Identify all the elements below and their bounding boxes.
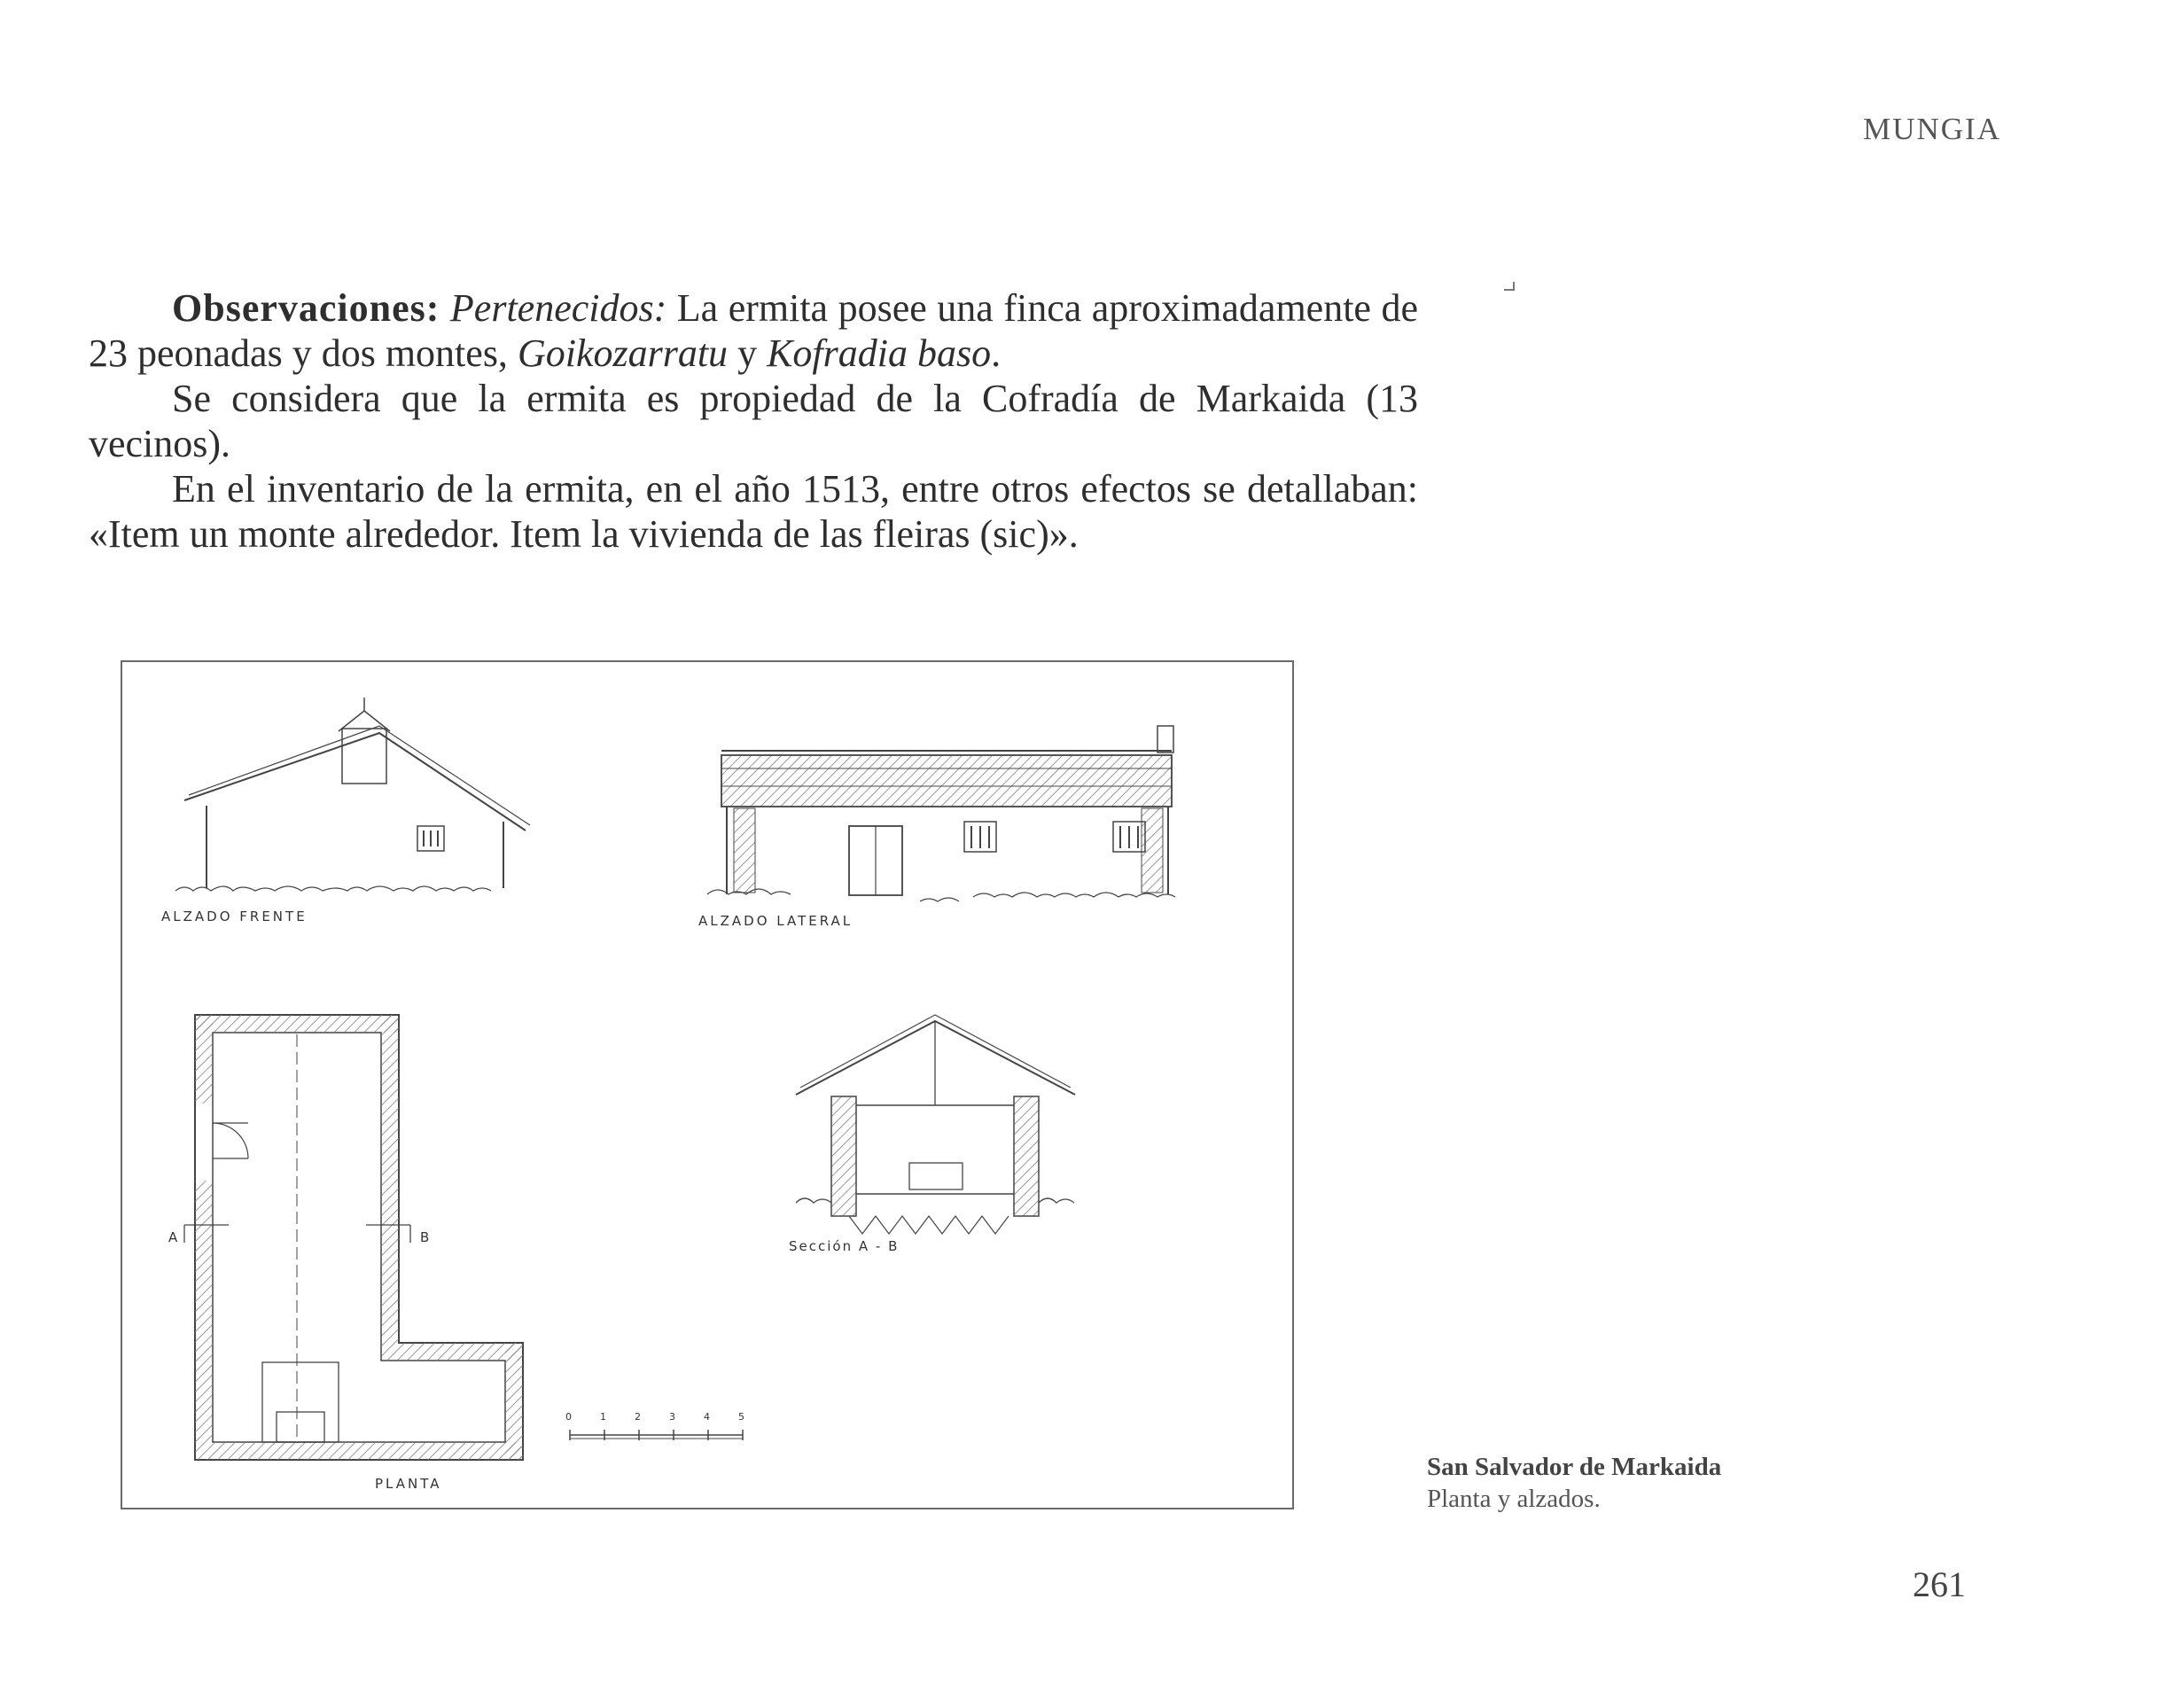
scale-tick-4: 4: [704, 1411, 710, 1423]
front-elevation: [175, 698, 530, 891]
paragraph-text: y: [728, 331, 768, 375]
label-side-elevation: ALZADO LATERAL: [698, 913, 853, 929]
paragraph-text: La ermita posee una finca aproximadamente de 23 peonadas y dos montes,: [89, 286, 1418, 375]
section-mark-b: B: [420, 1229, 433, 1245]
scale-tick-0: 0: [565, 1411, 572, 1423]
floor-plan: [184, 1015, 523, 1460]
label-section: Sección A - B: [789, 1238, 900, 1254]
page-number: 261: [1913, 1564, 1966, 1604]
section-drawing: [796, 1015, 1075, 1234]
scale-tick-5: 5: [738, 1411, 744, 1423]
side-elevation: [707, 726, 1175, 901]
scale-bar: [570, 1430, 743, 1440]
caption-subtitle: Planta y alzados.: [1427, 1485, 1601, 1513]
label-plan: PLANTA: [375, 1476, 442, 1492]
label-front-elevation: ALZADO FRENTE: [161, 909, 308, 924]
paragraph-cofradia: Se considera que la ermita es propiedad de la Cofradía de Markaida (13 vecinos).: [89, 377, 1418, 465]
paragraph-inventario: En el inventario de la ermita, en el año 1513, entre otros efectos se detallaban: «Item un monte alrededor. Item la vivienda de las fleiras (sic)».: [89, 467, 1418, 556]
scale-tick-3: 3: [669, 1411, 675, 1423]
place-name-kofradia: Kofradia baso: [767, 331, 992, 375]
section-mark-a: A: [168, 1229, 181, 1245]
paragraph-observaciones: [89, 285, 1418, 376]
corner-mark: [1504, 282, 1515, 291]
running-head: MUNGIA: [1863, 112, 2001, 146]
paragraph-text: .: [991, 331, 1002, 375]
scale-tick-2: 2: [635, 1411, 641, 1423]
body-text: [89, 285, 1418, 557]
architectural-drawing: [121, 660, 1294, 1509]
paragraph-heading: Observaciones:: [172, 286, 440, 330]
scale-tick-1: 1: [600, 1411, 606, 1423]
drawing-canvas: [122, 662, 1292, 1508]
place-name-goikozarratu: Goikozarratu: [517, 331, 729, 375]
caption-title: San Salvador de Markaida: [1427, 1453, 1722, 1481]
italic-lead: Pertenecidos:: [449, 286, 667, 330]
figure-caption: [1427, 1451, 1721, 1515]
